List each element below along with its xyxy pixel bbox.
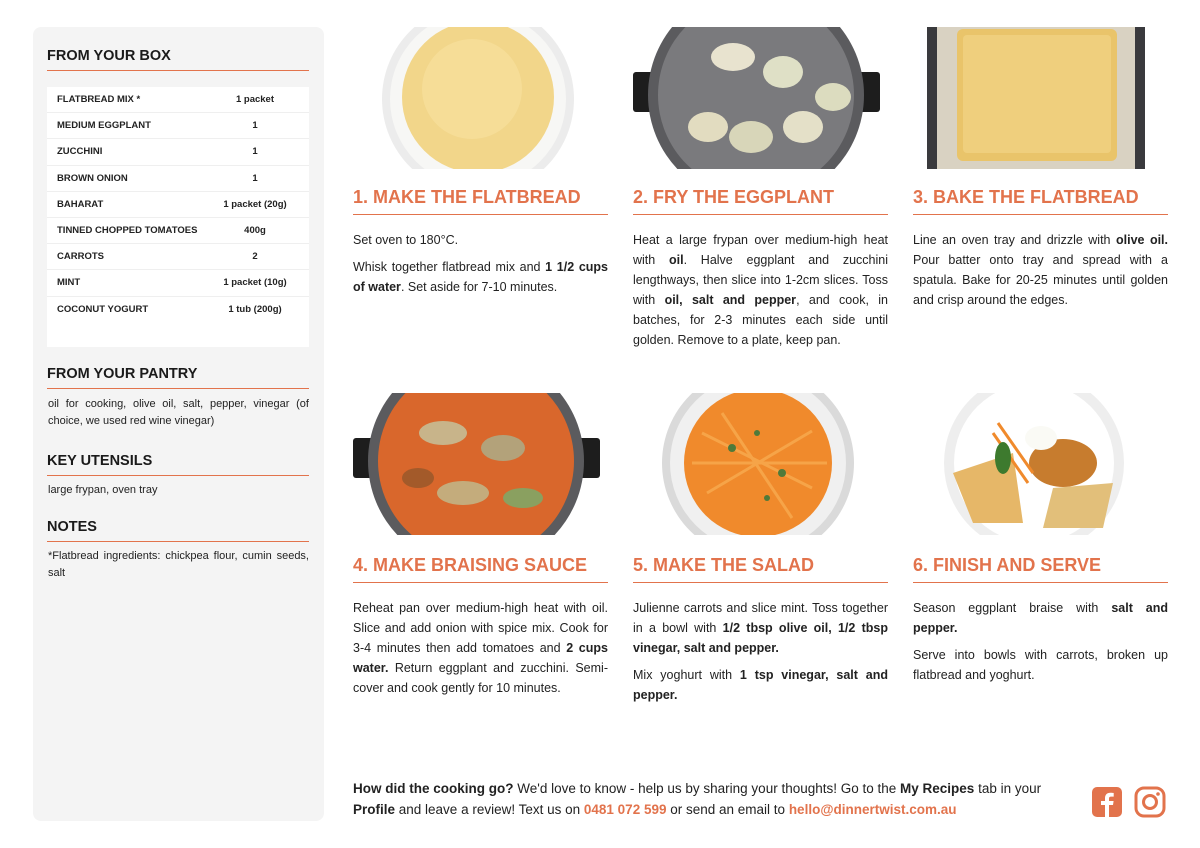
feedback-footer <box>353 778 1073 820</box>
step-title: 2. FRY THE EGGPLANT <box>633 187 888 215</box>
profile-label: Profile <box>353 802 396 817</box>
step-text: Heat a large frypan over medium-high heat with <box>633 233 888 267</box>
batter-bowl-photo <box>380 27 576 169</box>
step-text: Line an oven tray and drizzle with <box>913 233 1116 247</box>
served-plate-photo <box>943 393 1125 535</box>
step-text: Pour batter onto tray and spread with a spatula. Bake for 20-25 minutes until golden and crisp around the edges. <box>913 253 1168 307</box>
step-title: 1. MAKE THE FLATBREAD <box>353 187 608 215</box>
step-paragraph <box>353 230 608 250</box>
step-paragraph <box>913 645 1168 685</box>
table-row <box>47 297 309 323</box>
notes-heading: NOTES <box>47 519 309 542</box>
step-body <box>913 598 1168 692</box>
ingredient-qty: 1 <box>252 146 258 158</box>
ingredient-name: TINNED CHOPPED TOMATOES <box>57 225 198 237</box>
step-title: 4. MAKE BRAISING SAUCE <box>353 555 608 583</box>
ingredient-qty: 1 packet <box>235 94 275 106</box>
footer-text: tab in your <box>974 781 1042 796</box>
pantry-heading: FROM YOUR PANTRY <box>47 366 309 389</box>
step-paragraph <box>353 598 608 698</box>
step-text: Set oven to 180°C. <box>353 233 459 247</box>
from-box-heading: FROM YOUR BOX <box>47 48 309 71</box>
facebook-icon[interactable] <box>1091 786 1123 818</box>
ingredient-name: FLATBREAD MIX * <box>57 94 141 106</box>
oven-tray-photo <box>927 27 1145 169</box>
phone-link[interactable]: 0481 072 599 <box>583 802 667 817</box>
ingredient-name: MEDIUM EGGPLANT <box>57 120 151 132</box>
step-text: Return eggplant and zucchini. Semi-cover and cook gently for 10 minutes. <box>353 661 608 695</box>
table-row <box>47 270 309 296</box>
step-text-bold: 1/2 tbsp olive oil, 1/2 tbsp vinegar, salt and pepper. <box>633 621 888 655</box>
table-row <box>47 166 309 192</box>
table-row <box>47 113 309 139</box>
ingredient-qty: 1 <box>252 172 258 184</box>
step-text: Season eggplant braise with <box>913 601 1112 615</box>
utensils-heading: KEY UTENSILS <box>47 453 309 476</box>
ingredient-name: BAHARAT <box>57 198 104 210</box>
step-text: Serve into bowls with carrots, broken up flatbread and yoghurt. <box>913 648 1168 682</box>
step-text-bold: salt and pepper. <box>913 601 1168 635</box>
instagram-icon[interactable] <box>1134 786 1166 818</box>
footer-question: How did the cooking go? <box>353 781 514 796</box>
ingredient-qty: 1 packet (20g) <box>223 198 287 210</box>
carrot-salad-photo <box>662 393 854 535</box>
ingredient-qty: 1 packet (10g) <box>223 277 287 289</box>
step-body <box>353 230 608 304</box>
step-text: Whisk together flatbread mix and <box>353 260 546 274</box>
utensils-text: large frypan, oven tray <box>48 484 158 496</box>
ingredient-qty: 400g <box>244 225 266 237</box>
step-paragraph <box>913 598 1168 638</box>
table-row <box>47 218 309 244</box>
my-recipes-label: My Recipes <box>900 781 975 796</box>
step-text-bold: oil <box>668 253 684 267</box>
step-text-bold: 1 tsp vinegar, salt and pepper. <box>633 668 889 702</box>
step-body <box>633 598 888 712</box>
step-text-bold: olive oil. <box>1115 233 1168 247</box>
ingredients-sidebar <box>33 27 324 821</box>
step-text-bold: oil, salt and pepper <box>664 293 797 307</box>
step-title: 3. BAKE THE FLATBREAD <box>913 187 1168 215</box>
step-text-bold: 1 1/2 cups of water <box>353 260 609 294</box>
table-row <box>47 192 309 218</box>
footer-text: We'd love to know - help us by sharing your thoughts! Go to the <box>513 781 901 796</box>
ingredient-qty: 1 <box>252 120 258 132</box>
step-text: Reheat pan over medium-high heat with oil. Slice and add onion with spice mix. Cook for 3-4 minutes then add tomatoes and <box>353 601 608 655</box>
step-text: . Halve eggplant and zucchini lengthways, then slice into 1-2cm slices. Toss with <box>633 253 888 307</box>
pantry-text: oil for cooking, olive oil, salt, pepper, vinegar (of choice, we used red wine vinegar) <box>48 398 309 427</box>
step-text: Julienne carrots and slice mint. Toss together in a bowl with <box>633 601 888 635</box>
step-title: 6. FINISH AND SERVE <box>913 555 1168 583</box>
ingredient-name: ZUCCHINI <box>57 146 103 158</box>
eggplant-pan-photo <box>633 27 880 169</box>
step-body <box>913 230 1168 317</box>
ingredient-qty: 2 <box>252 251 258 263</box>
step-body <box>353 598 608 705</box>
ingredient-name: BROWN ONION <box>57 172 128 184</box>
ingredient-name: MINT <box>57 277 81 289</box>
table-row <box>47 244 309 270</box>
step-text-bold: 2 cups water. <box>353 641 608 675</box>
step-body <box>633 230 888 357</box>
step-text: , and cook, in batches, for 2-3 minutes each side until golden. Remove to a plate, keep pan. <box>633 293 888 347</box>
step-paragraph <box>913 230 1168 310</box>
table-row <box>47 87 309 113</box>
ingredient-qty: 1 tub (200g) <box>228 304 282 316</box>
braise-pan-photo <box>353 393 600 535</box>
step-paragraph <box>353 257 608 297</box>
step-text: Mix yoghurt with <box>633 668 740 682</box>
step-paragraph <box>633 665 888 705</box>
notes-text: *Flatbread ingredients: chickpea flour, cumin seeds, salt <box>48 550 309 579</box>
footer-text: and leave a review! Text us on <box>395 802 584 817</box>
step-paragraph <box>633 598 888 658</box>
step-title: 5. MAKE THE SALAD <box>633 555 888 583</box>
footer-text: or send an email to <box>666 802 789 817</box>
ingredient-name: COCONUT YOGURT <box>57 304 149 316</box>
box-ingredients-table <box>47 87 309 347</box>
email-link[interactable]: hello@dinnertwist.com.au <box>788 802 957 817</box>
step-text: . Set aside for 7-10 minutes. <box>400 280 558 294</box>
step-paragraph <box>633 230 888 350</box>
ingredient-name: CARROTS <box>57 251 104 263</box>
table-row <box>47 139 309 165</box>
